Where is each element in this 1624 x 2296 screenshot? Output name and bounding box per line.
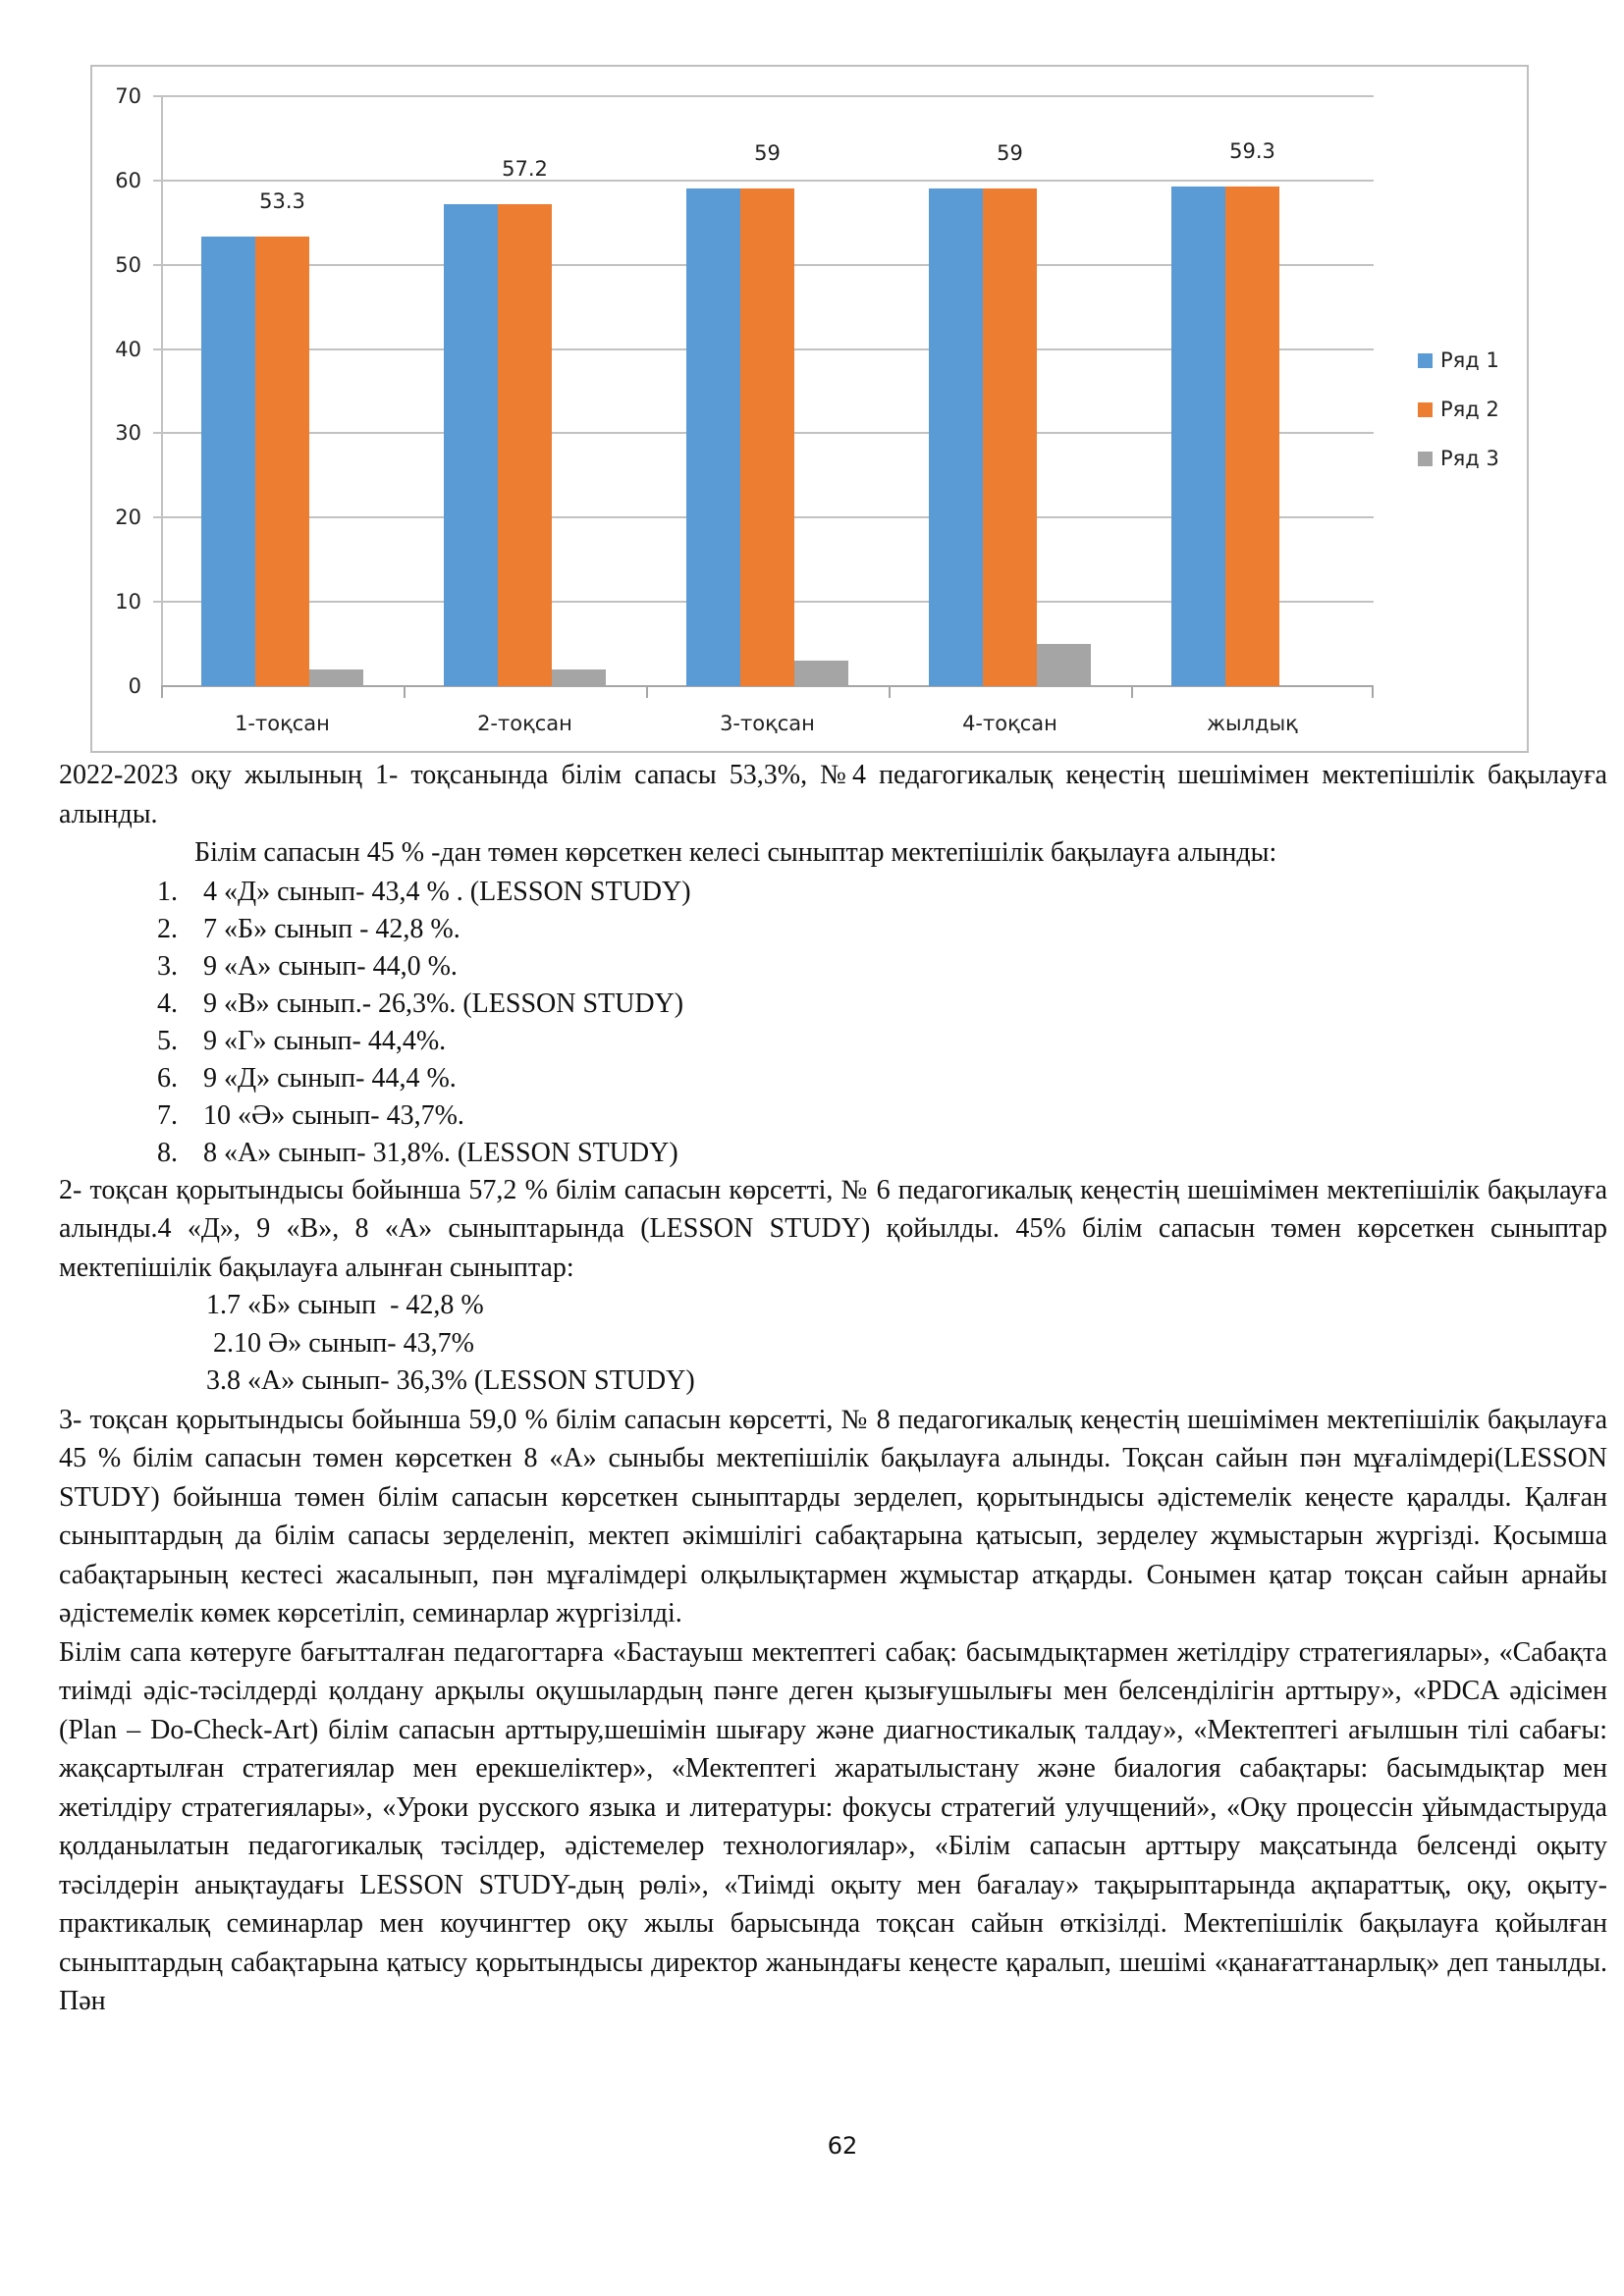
- x-category-label: 2-тоқсан: [477, 712, 572, 735]
- legend-item: [1418, 395, 1499, 424]
- y-tick-label: 20: [115, 506, 141, 530]
- bar-ряд-1: [686, 188, 740, 686]
- y-tick-label: 10: [115, 590, 141, 614]
- legend-swatch-icon: [1418, 402, 1433, 417]
- y-tick-label: 60: [115, 168, 141, 192]
- list-item: [59, 1059, 1607, 1098]
- y-tick-label: 70: [115, 84, 141, 108]
- list-item-text: 9 «Д» сынып- 44,4 %.: [203, 1062, 457, 1094]
- data-label: 57.2: [502, 156, 548, 181]
- paragraph-seminars: Білім сапа көтеруге бағытталған педагогтарға «Бастауыш мектептегі сабақ: басымдықтармен жетілдіру стратегиялары», «Сабақта тиімді әдіс-тәсілдерді қолдану арқылы оқушылардың пәнге деген қызығушылығы мен белсенділігін арттыру», «PDCA әдісімен (Plan – Do-Check-Art) білім сапасын арттыру,шешімін шығару және диагностикалық талдау», «Мектептегі ағылшын тілі сабағы: жақсартылған стратегиялар мен ерекшеліктер», «Мектептегі жаратылыстану және биалогия сабақтары: басымдықтар мен жетілдіру стратегиялары», «Уроки русского языка и литературы: фокусы стратегий улучщений», «Оқу процессін ұйымдастыруда қолданылатын педагогикалық тәсілдер, әдістемелер технологиялар», «Білім сапасын арттыру мақсатында белсенді оқыту тәсілдерін анықтаудағы LESSON STUDY-дың рөлі», «Тиімді оқыту мен бағалау» тақырыптарында ақпараттық, оқу, оқыту-практикалық семинарлар мен коучингтер оқу жылы барысында тоқсан сайын өткізілді. Мектепішілік бақылауға қойылған сыныптардың сабақтарына қатысу қорытындысы директор жанындағы кеңесте қаралып, шешімі «қанағаттанарлық» деп танылды. Пән: [59, 1636, 1607, 2016]
- bar-ряд-2: [1225, 187, 1279, 686]
- legend-label: Ряд 3: [1440, 447, 1499, 470]
- list-item-number: 1.: [157, 876, 178, 907]
- bar-ряд-1: [929, 188, 983, 686]
- y-tick-label: 50: [115, 252, 141, 277]
- list-item-number: 8.: [157, 1137, 178, 1168]
- y-tick-label: 30: [115, 421, 141, 446]
- paragraph-q3-summary: 3- тоқсан қорытындысы бойынша 59,0 % білім сапасын көрсетті, № 8 педагогикалық кеңестің шешімімен мектепішілік бақылауға 45 % білім сапасын төмен көрсеткен 8 «А» сыныбы мектепішілік бақылауға алынды. Тоқсан сайын пән мұғалімдері(LESSON STUDY) бойынша төмен білім сапасын көрсеткен сыныптарды зерделеп, қорытындысы әдістемелік кеңесте қаралды. Қалған сыныптардың да білім сапасы зерделеніп, мектеп әкімшілігі сабақтарына қатысып, зерделеу жұмыстарын жүргізді. Қосымша сабақтарының кестесі жасалынып, пән мұғалімдері олқылықтармен жұмыстар атқарды. Сонымен қатар тоқсан сайын арнайы әдістемелік көмек көрсетіліп, семинарлар жүргізілді.: [59, 1404, 1607, 1629]
- x-tick: [404, 686, 406, 698]
- list-item: [59, 1022, 1607, 1061]
- data-label: 59: [997, 141, 1023, 166]
- gridline: [153, 95, 1374, 97]
- y-axis: [161, 96, 163, 686]
- bar-ряд-1: [201, 237, 255, 686]
- legend-label: Ряд 1: [1440, 348, 1499, 372]
- list-item-text: 9 «Г» сынып- 44,4%.: [203, 1025, 447, 1056]
- data-label: 59.3: [1229, 138, 1275, 163]
- list-item-number: 2.: [157, 913, 178, 944]
- bar-ряд-2: [255, 237, 309, 686]
- bar-ряд-3: [309, 669, 363, 686]
- y-tick-label: 40: [115, 337, 141, 361]
- list-item-text: 7 «Б» сынып - 42,8 %.: [203, 913, 460, 944]
- legend-swatch-icon: [1418, 353, 1433, 368]
- bar-ряд-2: [983, 188, 1037, 686]
- bar-ряд-2: [740, 188, 794, 686]
- list-item-text: 9 «В» сынып.- 26,3%. (LESSON STUDY): [203, 988, 684, 1019]
- x-category-label: 4-тоқсан: [962, 712, 1057, 735]
- paragraph-q2-summary: 2- тоқсан қорытындысы бойынша 57,2 % білім сапасын көрсетті, № 6 педагогикалық кеңестің шешімімен мектепішілік бақылауға алынды.4 «Д», 9 «В», 8 «А» сыныптарында (LESSON STUDY) қойылды. 45% білім сапасын төмен көрсеткен сыныптар мектепішілік бақылауға алынған сыныптар:: [59, 1174, 1607, 1283]
- list-item-number: 3.: [157, 950, 178, 982]
- legend-label: Ряд 2: [1440, 398, 1499, 421]
- gridline: [153, 180, 1374, 182]
- list-item-number: 4.: [157, 988, 178, 1019]
- list-item: 3.8 «А» сынып- 36,3% (LESSON STUDY): [206, 1365, 695, 1396]
- x-tick: [889, 686, 891, 698]
- low-quality-classes-list: [59, 873, 1607, 1173]
- legend-item: [1418, 346, 1499, 375]
- bar-ряд-1: [444, 204, 498, 686]
- bar-ряд-3: [552, 669, 606, 686]
- list-item-text: 8 «А» сынып- 31,8%. (LESSON STUDY): [203, 1137, 678, 1168]
- list-item: 2.10 Ә» сынып- 43,7%: [206, 1327, 474, 1359]
- document-body: [59, 756, 1607, 2021]
- plot-area: [161, 96, 1374, 686]
- q2-classes-list: [59, 1287, 1607, 1401]
- list-item: 1.7 «Б» сынып - 42,8 %: [206, 1290, 484, 1320]
- bar-ряд-2: [498, 204, 552, 686]
- data-label: 53.3: [259, 189, 305, 214]
- bar-ряд-3: [794, 661, 848, 686]
- list-item-number: 7.: [157, 1099, 178, 1131]
- legend-swatch-icon: [1418, 452, 1433, 466]
- x-category-label: жылдық: [1207, 712, 1298, 735]
- list-item-number: 6.: [157, 1062, 178, 1094]
- x-tick: [646, 686, 648, 698]
- list-item: [59, 1096, 1607, 1136]
- legend-item: [1418, 444, 1499, 473]
- bar-ряд-1: [1171, 187, 1225, 686]
- paragraph-q1-summary: 2022-2023 оқу жылының 1- тоқсанында білім сапасы 53,3%, №4 педагогикалық кеңестің шешімімен мектепішілік бақылауға алынды.: [59, 760, 1607, 829]
- x-category-label: 1-тоқсан: [235, 712, 330, 735]
- list-item: [59, 910, 1607, 949]
- list-item-text: 9 «А» сынып- 44,0 %.: [203, 950, 458, 982]
- x-category-label: 3-тоқсан: [720, 712, 815, 735]
- list-intro: Білім сапасын 45 % -дан төмен көрсеткен келесі сыныптар мектепішілік бақылауға алынды:: [194, 837, 1277, 868]
- x-tick: [1131, 686, 1133, 698]
- list-item: [59, 985, 1607, 1024]
- list-item: [59, 873, 1607, 912]
- y-tick-label: 0: [128, 674, 141, 698]
- bar-ряд-3: [1037, 644, 1091, 686]
- list-item-text: 10 «Ә» сынып- 43,7%.: [203, 1099, 464, 1131]
- list-item: [59, 1134, 1607, 1173]
- data-label: 59: [754, 141, 781, 166]
- x-tick: [161, 686, 163, 698]
- list-item-number: 5.: [157, 1025, 178, 1056]
- list-item: [59, 947, 1607, 987]
- x-tick: [1372, 686, 1374, 698]
- chart-legend: [1418, 346, 1499, 493]
- page-number: 62: [827, 2132, 858, 2160]
- list-item-text: 4 «Д» сынып- 43,4 % . (LESSON STUDY): [203, 876, 691, 907]
